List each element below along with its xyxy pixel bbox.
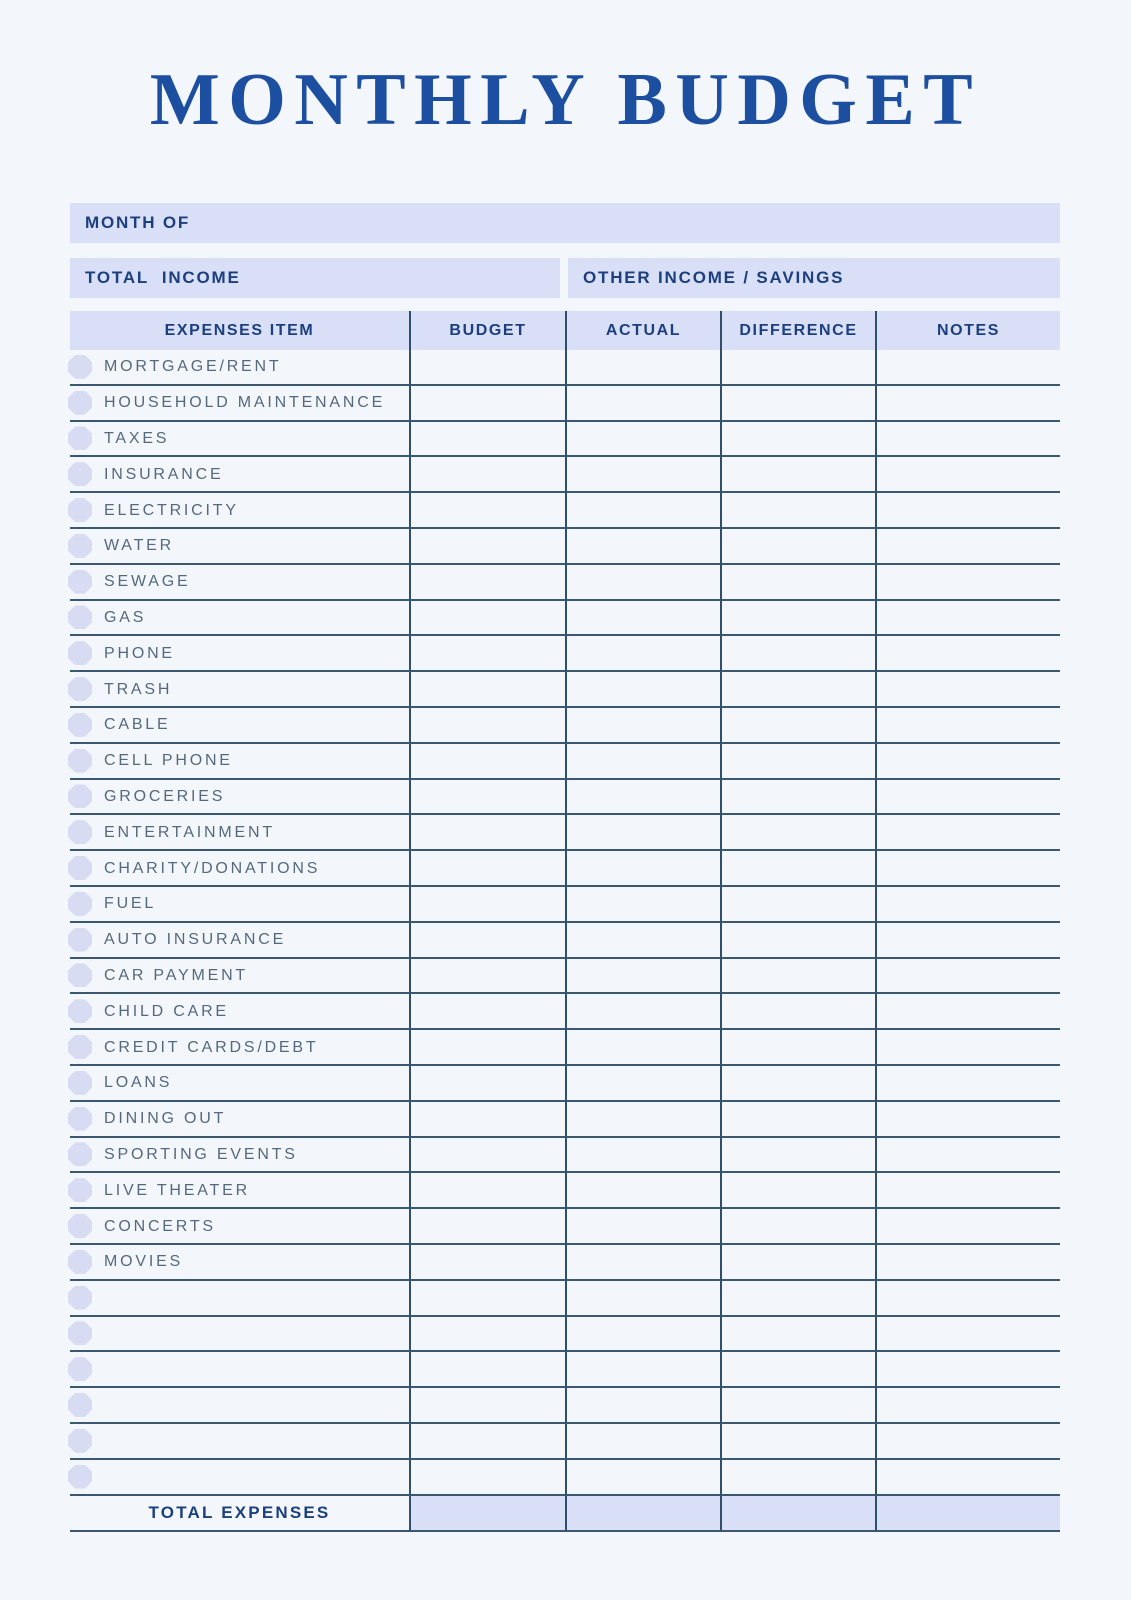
notes-cell[interactable] [875, 457, 1060, 493]
difference-cell[interactable] [720, 1030, 875, 1066]
notes-cell[interactable] [875, 529, 1060, 565]
expense-row-empty [70, 1424, 1060, 1460]
bullet-icon [68, 605, 92, 629]
expense-row-empty [70, 1281, 1060, 1317]
total-difference-cell[interactable] [720, 1496, 875, 1532]
actual-cell[interactable] [565, 1424, 720, 1460]
actual-cell[interactable] [565, 1102, 720, 1138]
expense-item-label: CABLE [104, 716, 171, 734]
notes-cell[interactable] [875, 744, 1060, 780]
difference-cell[interactable] [720, 1138, 875, 1174]
expense-item-label: SEWAGE [104, 573, 191, 591]
bullet-icon [68, 1321, 92, 1345]
notes-cell[interactable] [875, 601, 1060, 637]
actual-cell[interactable] [565, 959, 720, 995]
bullet-icon [68, 1178, 92, 1202]
difference-cell[interactable] [720, 1281, 875, 1317]
bullet-icon [68, 391, 92, 415]
budget-cell[interactable] [409, 529, 565, 565]
expense-row [70, 1209, 1060, 1245]
bullet-icon [68, 1071, 92, 1095]
budget-cell[interactable] [409, 672, 565, 708]
actual-cell[interactable] [565, 851, 720, 887]
expense-row [70, 386, 1060, 422]
other-income-savings-label: OTHER INCOME / SAVINGS [583, 268, 845, 287]
expense-item-cell[interactable] [70, 1317, 409, 1353]
expense-item-label: CAR PAYMENT [104, 966, 248, 984]
bullet-icon [68, 999, 92, 1023]
actual-cell[interactable] [565, 672, 720, 708]
expense-item-label: INSURANCE [104, 465, 224, 483]
budget-cell[interactable] [409, 422, 565, 458]
bullet-icon [68, 820, 92, 844]
actual-cell[interactable] [565, 1352, 720, 1388]
difference-cell[interactable] [720, 1173, 875, 1209]
expense-item-cell[interactable] [70, 1424, 409, 1460]
expense-item-cell[interactable] [70, 1460, 409, 1496]
budget-cell[interactable] [409, 1352, 565, 1388]
expense-row [70, 1138, 1060, 1174]
bullet-icon [68, 1393, 92, 1417]
notes-cell[interactable] [875, 815, 1060, 851]
expense-item-label: AUTO INSURANCE [104, 931, 287, 949]
budget-cell[interactable] [409, 851, 565, 887]
difference-cell[interactable] [720, 1245, 875, 1281]
other-income-savings-field[interactable] [568, 258, 1060, 298]
expense-item-label: TAXES [104, 429, 170, 447]
actual-cell[interactable] [565, 1030, 720, 1066]
expense-row [70, 851, 1060, 887]
notes-cell[interactable] [875, 565, 1060, 601]
actual-cell[interactable] [565, 1317, 720, 1353]
actual-cell[interactable] [565, 708, 720, 744]
budget-cell[interactable] [409, 1138, 565, 1174]
actual-cell[interactable] [565, 1388, 720, 1424]
budget-cell[interactable] [409, 565, 565, 601]
total-expenses-row [70, 1496, 1060, 1532]
expense-item-label: CONCERTS [104, 1217, 216, 1235]
expense-row [70, 815, 1060, 851]
budget-cell[interactable] [409, 1030, 565, 1066]
bullet-icon [68, 570, 92, 594]
bullet-icon [68, 749, 92, 773]
expense-row [70, 493, 1060, 529]
expense-row [70, 672, 1060, 708]
expense-item-cell[interactable] [70, 1066, 409, 1102]
budget-cell[interactable] [409, 1424, 565, 1460]
actual-cell[interactable] [565, 1460, 720, 1496]
column-header-budget: BUDGET [409, 311, 565, 350]
total-actual-cell[interactable] [565, 1496, 720, 1532]
budget-cell[interactable] [409, 1460, 565, 1496]
expense-item-cell[interactable] [70, 744, 409, 780]
expense-row [70, 1102, 1060, 1138]
notes-cell[interactable] [875, 672, 1060, 708]
expense-item-label: MOVIES [104, 1253, 184, 1271]
expense-row [70, 636, 1060, 672]
difference-cell[interactable] [720, 529, 875, 565]
bullet-icon [68, 1142, 92, 1166]
actual-cell[interactable] [565, 350, 720, 386]
expense-row [70, 1030, 1060, 1066]
difference-cell[interactable] [720, 1102, 875, 1138]
expense-item-label: TRASH [104, 680, 173, 698]
difference-cell[interactable] [720, 1066, 875, 1102]
difference-cell[interactable] [720, 350, 875, 386]
difference-cell[interactable] [720, 601, 875, 637]
bullet-icon [68, 1250, 92, 1274]
expense-item-cell[interactable] [70, 529, 409, 565]
expense-item-label: GAS [104, 608, 147, 626]
difference-cell[interactable] [720, 851, 875, 887]
table-header-row [70, 311, 1060, 350]
notes-cell[interactable] [875, 636, 1060, 672]
difference-cell[interactable] [720, 994, 875, 1030]
bullet-icon [68, 1357, 92, 1381]
total-notes-cell[interactable] [875, 1496, 1060, 1532]
notes-cell[interactable] [875, 1352, 1060, 1388]
expense-item-cell[interactable] [70, 780, 409, 816]
expense-row [70, 1173, 1060, 1209]
expense-row [70, 744, 1060, 780]
budget-cell[interactable] [409, 959, 565, 995]
budget-cell[interactable] [409, 1066, 565, 1102]
expense-row [70, 457, 1060, 493]
expense-item-cell[interactable] [70, 565, 409, 601]
actual-cell[interactable] [565, 386, 720, 422]
difference-cell[interactable] [720, 457, 875, 493]
actual-cell[interactable] [565, 1066, 720, 1102]
bullet-icon [68, 498, 92, 522]
difference-cell[interactable] [720, 887, 875, 923]
difference-cell[interactable] [720, 1352, 875, 1388]
notes-cell[interactable] [875, 1138, 1060, 1174]
expense-item-cell[interactable] [70, 994, 409, 1030]
difference-cell[interactable] [720, 780, 875, 816]
expense-item-cell[interactable] [70, 1281, 409, 1317]
bullet-icon [68, 1286, 92, 1310]
expense-row-empty [70, 1352, 1060, 1388]
total-budget-cell[interactable] [409, 1496, 565, 1532]
bullet-icon [68, 1429, 92, 1453]
actual-cell[interactable] [565, 422, 720, 458]
expense-item-label: CHILD CARE [104, 1002, 229, 1020]
expense-item-cell[interactable] [70, 815, 409, 851]
expense-row-empty [70, 1317, 1060, 1353]
difference-cell[interactable] [720, 422, 875, 458]
actual-cell[interactable] [565, 1281, 720, 1317]
actual-cell[interactable] [565, 1173, 720, 1209]
difference-cell[interactable] [720, 1209, 875, 1245]
budget-cell[interactable] [409, 887, 565, 923]
notes-cell[interactable] [875, 1245, 1060, 1281]
difference-cell[interactable] [720, 744, 875, 780]
expense-item-cell[interactable] [70, 1102, 409, 1138]
bullet-icon [68, 1107, 92, 1131]
notes-cell[interactable] [875, 422, 1060, 458]
expense-item-label: DINING OUT [104, 1110, 227, 1128]
bullet-icon [68, 355, 92, 379]
expense-item-label: MORTGAGE/RENT [104, 358, 282, 376]
difference-cell[interactable] [720, 923, 875, 959]
actual-cell[interactable] [565, 744, 720, 780]
column-header-actual: ACTUAL [565, 311, 720, 350]
notes-cell[interactable] [875, 493, 1060, 529]
notes-cell[interactable] [875, 887, 1060, 923]
notes-cell[interactable] [875, 851, 1060, 887]
expense-item-label: HOUSEHOLD MAINTENANCE [104, 394, 386, 412]
difference-cell[interactable] [720, 959, 875, 995]
bullet-icon [68, 963, 92, 987]
budget-cell[interactable] [409, 994, 565, 1030]
expense-row [70, 994, 1060, 1030]
expense-item-cell[interactable] [70, 1173, 409, 1209]
notes-cell[interactable] [875, 1209, 1060, 1245]
month-of-label: MONTH OF [85, 213, 191, 232]
expense-item-cell[interactable] [70, 636, 409, 672]
bullet-icon [68, 462, 92, 486]
total-income-field[interactable] [70, 258, 560, 298]
actual-cell[interactable] [565, 780, 720, 816]
expense-row [70, 780, 1060, 816]
budget-cell[interactable] [409, 1281, 565, 1317]
bullet-icon [68, 1465, 92, 1489]
expense-item-label: ELECTRICITY [104, 501, 239, 519]
actual-cell[interactable] [565, 923, 720, 959]
column-header-difference: DIFFERENCE [720, 311, 875, 350]
expense-item-cell[interactable] [70, 923, 409, 959]
total-expenses-label-cell [70, 1496, 409, 1532]
bullet-icon [68, 1214, 92, 1238]
notes-cell[interactable] [875, 708, 1060, 744]
budget-cell[interactable] [409, 636, 565, 672]
expense-item-cell[interactable] [70, 422, 409, 458]
expense-item-label: GROCERIES [104, 787, 226, 805]
expense-item-cell[interactable] [70, 887, 409, 923]
notes-cell[interactable] [875, 1066, 1060, 1102]
difference-cell[interactable] [720, 565, 875, 601]
expense-item-label: CHARITY/DONATIONS [104, 859, 321, 877]
expense-item-cell[interactable] [70, 1030, 409, 1066]
bullet-icon [68, 1035, 92, 1059]
difference-cell[interactable] [720, 493, 875, 529]
expense-row [70, 959, 1060, 995]
expense-row-empty [70, 1460, 1060, 1496]
column-header-expenses-item: EXPENSES ITEM [164, 321, 315, 339]
expense-item-label: ENTERTAINMENT [104, 823, 275, 841]
notes-cell[interactable] [875, 1424, 1060, 1460]
expense-item-cell[interactable] [70, 1352, 409, 1388]
budget-cell[interactable] [409, 493, 565, 529]
notes-cell[interactable] [875, 1317, 1060, 1353]
page-title: MONTHLY BUDGET [149, 59, 982, 141]
budget-cell[interactable] [409, 1245, 565, 1281]
notes-cell[interactable] [875, 959, 1060, 995]
budget-cell[interactable] [409, 923, 565, 959]
expense-item-label: CREDIT CARDS/DEBT [104, 1038, 319, 1056]
notes-cell[interactable] [875, 1102, 1060, 1138]
expense-item-cell[interactable] [70, 1388, 409, 1424]
actual-cell[interactable] [565, 457, 720, 493]
expense-item-label: PHONE [104, 644, 175, 662]
expense-item-label: WATER [104, 537, 174, 555]
budget-cell[interactable] [409, 386, 565, 422]
expense-row [70, 422, 1060, 458]
difference-cell[interactable] [720, 815, 875, 851]
difference-cell[interactable] [720, 672, 875, 708]
notes-cell[interactable] [875, 386, 1060, 422]
expense-item-cell[interactable] [70, 1245, 409, 1281]
expense-item-cell[interactable] [70, 708, 409, 744]
difference-cell[interactable] [720, 1460, 875, 1496]
notes-cell[interactable] [875, 780, 1060, 816]
budget-cell[interactable] [409, 1102, 565, 1138]
notes-cell[interactable] [875, 1460, 1060, 1496]
actual-cell[interactable] [565, 815, 720, 851]
expense-row [70, 1066, 1060, 1102]
expense-item-cell[interactable] [70, 386, 409, 422]
expense-item-cell[interactable] [70, 1209, 409, 1245]
bullet-icon [68, 713, 92, 737]
notes-cell[interactable] [875, 1281, 1060, 1317]
expense-row [70, 565, 1060, 601]
bullet-icon [68, 677, 92, 701]
budget-cell[interactable] [409, 457, 565, 493]
notes-cell[interactable] [875, 350, 1060, 386]
expense-row [70, 708, 1060, 744]
actual-cell[interactable] [565, 565, 720, 601]
budget-cell[interactable] [409, 815, 565, 851]
expenses-table [70, 311, 1060, 1532]
notes-cell[interactable] [875, 1173, 1060, 1209]
expense-row [70, 529, 1060, 565]
actual-cell[interactable] [565, 601, 720, 637]
expense-item-cell[interactable] [70, 350, 409, 386]
budget-cell[interactable] [409, 350, 565, 386]
month-of-field[interactable] [70, 203, 1060, 243]
expense-row-empty [70, 1388, 1060, 1424]
difference-cell[interactable] [720, 1424, 875, 1460]
expense-item-cell[interactable] [70, 493, 409, 529]
expense-item-cell[interactable] [70, 959, 409, 995]
actual-cell[interactable] [565, 1209, 720, 1245]
bullet-icon [68, 426, 92, 450]
budget-cell[interactable] [409, 708, 565, 744]
notes-cell[interactable] [875, 994, 1060, 1030]
expense-row [70, 887, 1060, 923]
actual-cell[interactable] [565, 1138, 720, 1174]
budget-cell[interactable] [409, 601, 565, 637]
expense-item-cell[interactable] [70, 672, 409, 708]
expense-item-label: SPORTING EVENTS [104, 1145, 298, 1163]
notes-cell[interactable] [875, 923, 1060, 959]
expense-row [70, 923, 1060, 959]
bullet-icon [68, 928, 92, 952]
expense-row [70, 1245, 1060, 1281]
total-income-label: TOTAL INCOME [85, 268, 241, 287]
actual-cell[interactable] [565, 887, 720, 923]
expense-item-label: FUEL [104, 895, 157, 913]
expense-item-cell[interactable] [70, 457, 409, 493]
difference-cell[interactable] [720, 708, 875, 744]
budget-cell[interactable] [409, 1173, 565, 1209]
budget-cell[interactable] [409, 1317, 565, 1353]
bullet-icon [68, 856, 92, 880]
expense-item-label: LOANS [104, 1074, 173, 1092]
bullet-icon [68, 784, 92, 808]
budget-cell[interactable] [409, 744, 565, 780]
budget-cell[interactable] [409, 1209, 565, 1245]
budget-cell[interactable] [409, 780, 565, 816]
bullet-icon [68, 892, 92, 916]
expense-item-label: LIVE THEATER [104, 1181, 250, 1199]
actual-cell[interactable] [565, 529, 720, 565]
bullet-icon [68, 534, 92, 558]
expense-row [70, 601, 1060, 637]
actual-cell[interactable] [565, 1245, 720, 1281]
total-expenses-label: TOTAL EXPENSES [148, 1502, 331, 1522]
notes-cell[interactable] [875, 1388, 1060, 1424]
expense-item-cell[interactable] [70, 601, 409, 637]
budget-cell[interactable] [409, 1388, 565, 1424]
expense-item-cell[interactable] [70, 1138, 409, 1174]
difference-cell[interactable] [720, 1317, 875, 1353]
column-header-notes: NOTES [875, 311, 1060, 350]
actual-cell[interactable] [565, 636, 720, 672]
difference-cell[interactable] [720, 636, 875, 672]
expense-item-cell[interactable] [70, 851, 409, 887]
expense-row [70, 350, 1060, 386]
difference-cell[interactable] [720, 1388, 875, 1424]
actual-cell[interactable] [565, 493, 720, 529]
actual-cell[interactable] [565, 994, 720, 1030]
difference-cell[interactable] [720, 386, 875, 422]
expense-item-label: CELL PHONE [104, 752, 233, 770]
notes-cell[interactable] [875, 1030, 1060, 1066]
bullet-icon [68, 641, 92, 665]
